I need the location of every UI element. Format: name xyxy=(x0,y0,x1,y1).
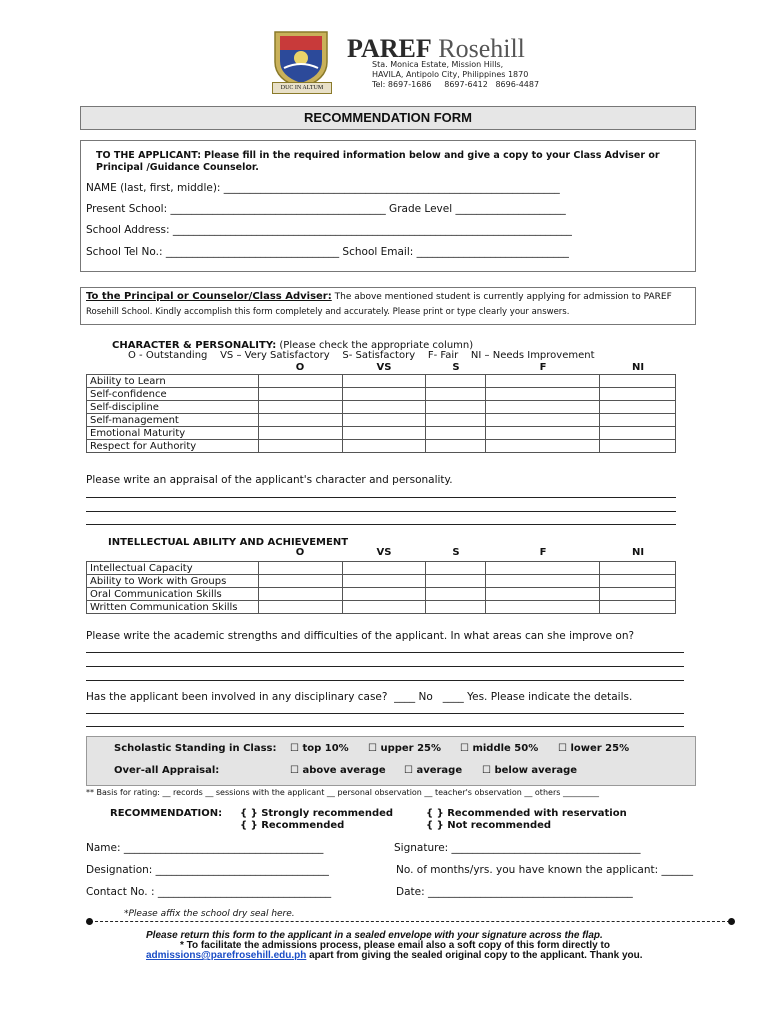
date-field[interactable]: Date: _______________________________________ xyxy=(396,886,633,898)
separator-dot-left xyxy=(86,918,93,925)
school-field[interactable]: Present School: _________________________________________ Grade Level _____________________ xyxy=(86,203,566,215)
separator-dot-right xyxy=(728,918,735,925)
rating-cell[interactable] xyxy=(258,427,342,440)
rating-cell[interactable] xyxy=(600,414,676,427)
rating-cell[interactable] xyxy=(600,575,676,588)
rating-cell[interactable] xyxy=(486,401,600,414)
separator-line xyxy=(90,921,730,922)
table-row xyxy=(87,375,676,388)
admissions-email-link[interactable]: admissions@parefrosehill.edu.ph xyxy=(146,950,307,961)
rating-cell[interactable] xyxy=(426,414,486,427)
answer-line[interactable] xyxy=(86,725,684,727)
intellectual-heading: INTELLECTUAL ABILITY AND ACHIEVEMENT xyxy=(108,537,349,548)
row-label: Respect for Authority xyxy=(87,440,259,453)
seal-note: *Please affix the school dry seal here. xyxy=(124,909,295,919)
footer-email-note: * To facilitate the admissions process, please email also a soft copy of this form directly to xyxy=(180,940,610,951)
rating-cell[interactable] xyxy=(426,588,486,601)
rating-cell[interactable] xyxy=(600,562,676,575)
row-label: Self-confidence xyxy=(87,388,259,401)
character-table xyxy=(86,374,676,453)
answer-line[interactable] xyxy=(86,651,684,653)
rating-cell[interactable] xyxy=(258,401,342,414)
rating-cell[interactable] xyxy=(258,440,342,453)
rating-cell[interactable] xyxy=(600,388,676,401)
col-s: S xyxy=(452,362,460,373)
designation-field[interactable]: Designation: _________________________________ xyxy=(86,864,329,876)
principal-instructions-2: Rosehill School. Kindly accomplish this form completely and accurately. Please print or type clearly your answers. xyxy=(86,307,570,317)
recommender-name-field[interactable]: Name: ______________________________________ xyxy=(86,842,324,854)
col-o: O xyxy=(295,362,305,373)
rating-basis: ** Basis for rating: __ records __ sessions with the applicant __ personal observation __ teacher's observation __ others _________ xyxy=(86,788,599,797)
rating-cell[interactable] xyxy=(342,414,426,427)
months-known-field[interactable]: No. of months/yrs. you have known the applicant: ______ xyxy=(396,864,693,876)
footer-return-note: Please return this form to the applicant in a sealed envelope with your signature across the flap. xyxy=(146,930,603,941)
table-row xyxy=(87,440,676,453)
rating-cell[interactable] xyxy=(342,575,426,588)
answer-line[interactable] xyxy=(86,496,676,498)
rating-cell[interactable] xyxy=(342,601,426,614)
table-row xyxy=(87,588,676,601)
rating-cell[interactable] xyxy=(600,427,676,440)
applicant-instructions: TO THE APPLICANT: Please fill in the required information below and give a copy to your Class Adviser or Principal /Guidance Counselor. xyxy=(96,150,660,173)
rating-cell[interactable] xyxy=(486,575,600,588)
option-middle-50[interactable]: ☐ middle 50% xyxy=(460,743,539,754)
col-s: S xyxy=(452,547,460,558)
row-label: Self-discipline xyxy=(87,401,259,414)
option-lower-25[interactable]: ☐ lower 25% xyxy=(558,743,630,754)
row-label: Intellectual Capacity xyxy=(87,562,259,575)
col-o: O xyxy=(295,547,305,558)
signature-field[interactable]: Signature: ____________________________________ xyxy=(394,842,641,854)
rating-cell[interactable] xyxy=(486,414,600,427)
rating-cell[interactable] xyxy=(426,388,486,401)
rating-legend: O - Outstanding VS – Very Satisfactory S- Satisfactory F- Fair NI – Needs Improvement xyxy=(128,350,595,361)
rating-cell[interactable] xyxy=(600,375,676,388)
rating-cell[interactable] xyxy=(342,388,426,401)
rating-cell[interactable] xyxy=(258,588,342,601)
brand-name: PAREF Rosehill xyxy=(347,34,525,63)
intellectual-table xyxy=(86,561,676,614)
option-upper-25[interactable]: ☐ upper 25% xyxy=(368,743,442,754)
rating-cell[interactable] xyxy=(486,601,600,614)
appraisal-label: Over-all Appraisal: xyxy=(114,765,220,776)
standing-label: Scholastic Standing in Class: xyxy=(114,743,277,754)
rating-cell[interactable] xyxy=(342,440,426,453)
col-ni: NI xyxy=(631,547,645,558)
character-heading: CHARACTER & PERSONALITY: (Please check the appropriate column) xyxy=(112,340,474,351)
rating-cell[interactable] xyxy=(426,562,486,575)
rating-cell[interactable] xyxy=(426,440,486,453)
rating-cell[interactable] xyxy=(486,588,600,601)
rating-cell[interactable] xyxy=(486,388,600,401)
col-vs: VS xyxy=(376,547,392,558)
name-field[interactable]: NAME (last, first, middle): ________________________________________________________________ xyxy=(86,182,560,194)
rating-cell[interactable] xyxy=(258,575,342,588)
table-row xyxy=(87,414,676,427)
row-label: Ability to Work with Groups xyxy=(87,575,259,588)
answer-line[interactable] xyxy=(86,523,676,525)
answer-line[interactable] xyxy=(86,679,684,681)
rating-cell[interactable] xyxy=(426,375,486,388)
rating-cell[interactable] xyxy=(600,601,676,614)
rating-cell[interactable] xyxy=(426,427,486,440)
row-label: Oral Communication Skills xyxy=(87,588,259,601)
rating-cell[interactable] xyxy=(600,440,676,453)
strengths-prompt: Please write the academic strengths and difficulties of the applicant. In what areas can she improve on? xyxy=(86,630,635,642)
rating-cell[interactable] xyxy=(486,562,600,575)
rating-cell[interactable] xyxy=(258,388,342,401)
option-below-average[interactable]: ☐ below average xyxy=(482,765,578,776)
table-row xyxy=(87,401,676,414)
col-f: F xyxy=(539,362,547,373)
option-top-10[interactable]: ☐ top 10% xyxy=(290,743,349,754)
rating-cell[interactable] xyxy=(342,588,426,601)
option-average[interactable]: ☐ average xyxy=(404,765,463,776)
rating-cell[interactable] xyxy=(342,375,426,388)
answer-line[interactable] xyxy=(86,510,676,512)
col-f: F xyxy=(539,547,547,558)
rating-cell[interactable] xyxy=(426,601,486,614)
option-recommended-reservation[interactable]: { } Recommended with reservation xyxy=(426,808,627,819)
recommendation-label: RECOMMENDATION: xyxy=(110,808,223,819)
rating-cell[interactable] xyxy=(258,414,342,427)
rating-cell[interactable] xyxy=(486,440,600,453)
option-recommended[interactable]: { } Recommended xyxy=(240,820,345,831)
rating-cell[interactable] xyxy=(426,575,486,588)
row-label: Emotional Maturity xyxy=(87,427,259,440)
col-vs: VS xyxy=(376,362,392,373)
table-row xyxy=(87,575,676,588)
table-row xyxy=(87,427,676,440)
option-above-average[interactable]: ☐ above average xyxy=(290,765,386,776)
row-label: Written Communication Skills xyxy=(87,601,259,614)
rating-cell[interactable] xyxy=(342,562,426,575)
rating-cell[interactable] xyxy=(486,427,600,440)
rating-cell[interactable] xyxy=(426,401,486,414)
rating-cell[interactable] xyxy=(342,427,426,440)
contact-field[interactable]: Contact No. : _________________________________ xyxy=(86,886,332,898)
table-row xyxy=(87,562,676,575)
table-row xyxy=(87,388,676,401)
rating-cell[interactable] xyxy=(486,375,600,388)
school-tel-field[interactable]: School Tel No.: _________________________________ School Email: _____________________________ xyxy=(86,246,569,258)
principal-instructions: To the Principal or Counselor/Class Adviser: The above mentioned student is currently applying for admission to PAREF xyxy=(86,291,672,302)
option-strongly-recommended[interactable]: { } Strongly recommended xyxy=(240,808,394,819)
form-title: RECOMMENDATION FORM xyxy=(80,106,696,130)
seal-banner: DUC IN ALTUM xyxy=(272,82,332,94)
rating-cell[interactable] xyxy=(600,588,676,601)
answer-line[interactable] xyxy=(86,665,684,667)
footer-email-line: admissions@parefrosehill.edu.ph apart from giving the sealed original copy to the applicant. Thank you. xyxy=(146,950,643,961)
rating-cell[interactable] xyxy=(600,401,676,414)
school-address-field[interactable]: School Address: ____________________________________________________________________________ xyxy=(86,224,572,236)
rating-cell[interactable] xyxy=(258,601,342,614)
col-ni: NI xyxy=(631,362,645,373)
school-address: Sta. Monica Estate, Mission Hills, HAVILA, Antipolo City, Philippines 1870 Tel: 8697-1686 8697-6412 8696-4487 xyxy=(372,60,540,89)
row-label: Ability to Learn xyxy=(87,375,259,388)
appraisal-prompt: Please write an appraisal of the applicant's character and personality. xyxy=(86,474,453,486)
answer-line[interactable] xyxy=(86,712,684,714)
row-label: Self-management xyxy=(87,414,259,427)
rating-cell[interactable] xyxy=(258,562,342,575)
rating-cell[interactable] xyxy=(342,401,426,414)
disciplinary-prompt: Has the applicant been involved in any disciplinary case? ____ No ____ Yes. Please indicate the details. xyxy=(86,691,633,703)
option-not-recommended[interactable]: { } Not recommended xyxy=(426,820,552,831)
rating-cell[interactable] xyxy=(258,375,342,388)
table-row xyxy=(87,601,676,614)
